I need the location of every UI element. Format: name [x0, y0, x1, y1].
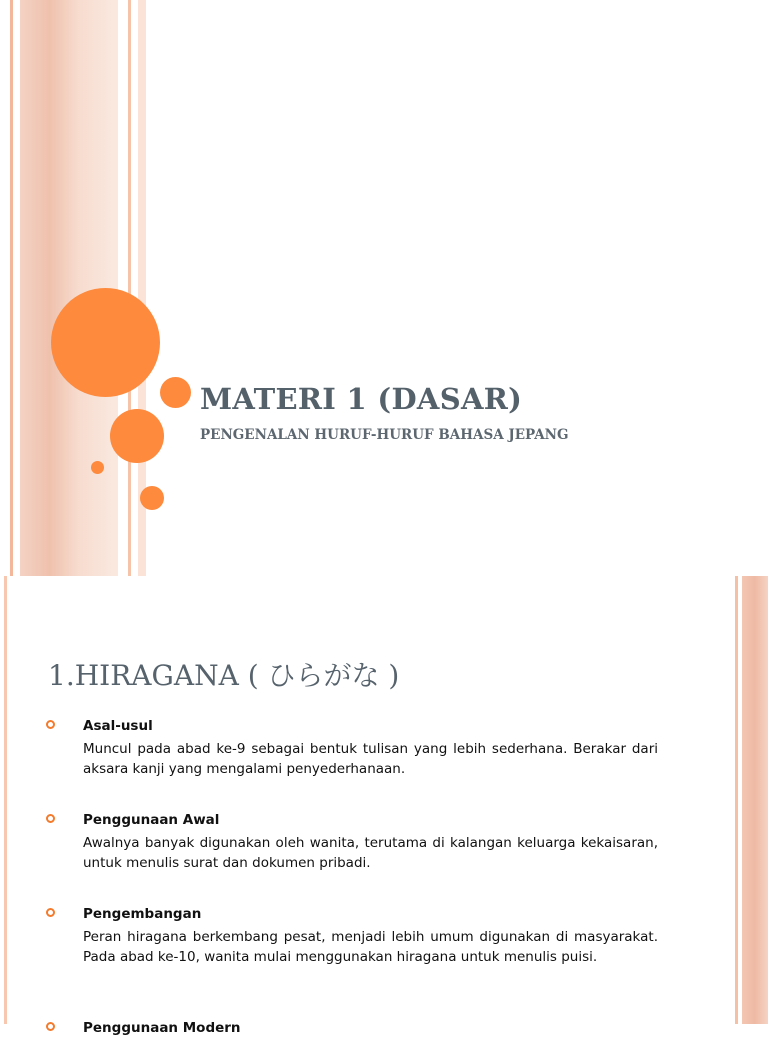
decor-circle-tiny	[91, 461, 104, 474]
decor-stripe	[735, 576, 738, 1024]
list-item	[46, 810, 658, 873]
item-heading: Pengembangan	[83, 906, 202, 922]
item-heading: Penggunaan Awal	[83, 812, 220, 828]
bullet-icon	[46, 1022, 55, 1031]
decor-stripe	[4, 576, 7, 1024]
slide-heading: 1.HIRAGANA ( ひらがな )	[48, 659, 400, 692]
slide-title-text: MATERI 1 (DASAR)	[200, 382, 523, 416]
decor-circle-medium	[110, 409, 164, 463]
bullet-icon	[46, 814, 55, 823]
slide-subtitle-text: PENGENALAN HURUF-HURUF BAHASA JEPANG	[200, 427, 569, 443]
decor-stripe	[742, 576, 768, 1024]
item-heading: Asal-usul	[83, 718, 153, 734]
list-item	[46, 904, 658, 967]
slide-hiragana	[0, 576, 768, 1036]
bullet-icon	[46, 720, 55, 729]
item-body: Awalnya banyak digunakan oleh wanita, terutama di kalangan keluarga kekaisaran, untuk menulis surat dan dokumen pribadi.	[83, 835, 658, 871]
item-body: Muncul pada abad ke-9 sebagai bentuk tulisan yang lebih sederhana. Berakar dari aksara kanji yang mengalami penyederhanaan.	[83, 741, 658, 777]
decor-circle-small	[160, 377, 191, 408]
decor-stripe	[10, 0, 13, 576]
decor-circle-large	[51, 288, 160, 397]
list-item	[46, 1018, 658, 1038]
item-heading: Penggunaan Modern	[83, 1020, 241, 1036]
decor-circle-small	[140, 486, 164, 510]
list-item	[46, 716, 658, 779]
item-body: Peran hiragana berkembang pesat, menjadi lebih umum digunakan di masyarakat. Pada abad ke-10, wanita mulai menggunakan hiragana untuk menulis puisi.	[83, 929, 658, 965]
decor-stripe	[128, 0, 131, 576]
bullet-icon	[46, 908, 55, 917]
